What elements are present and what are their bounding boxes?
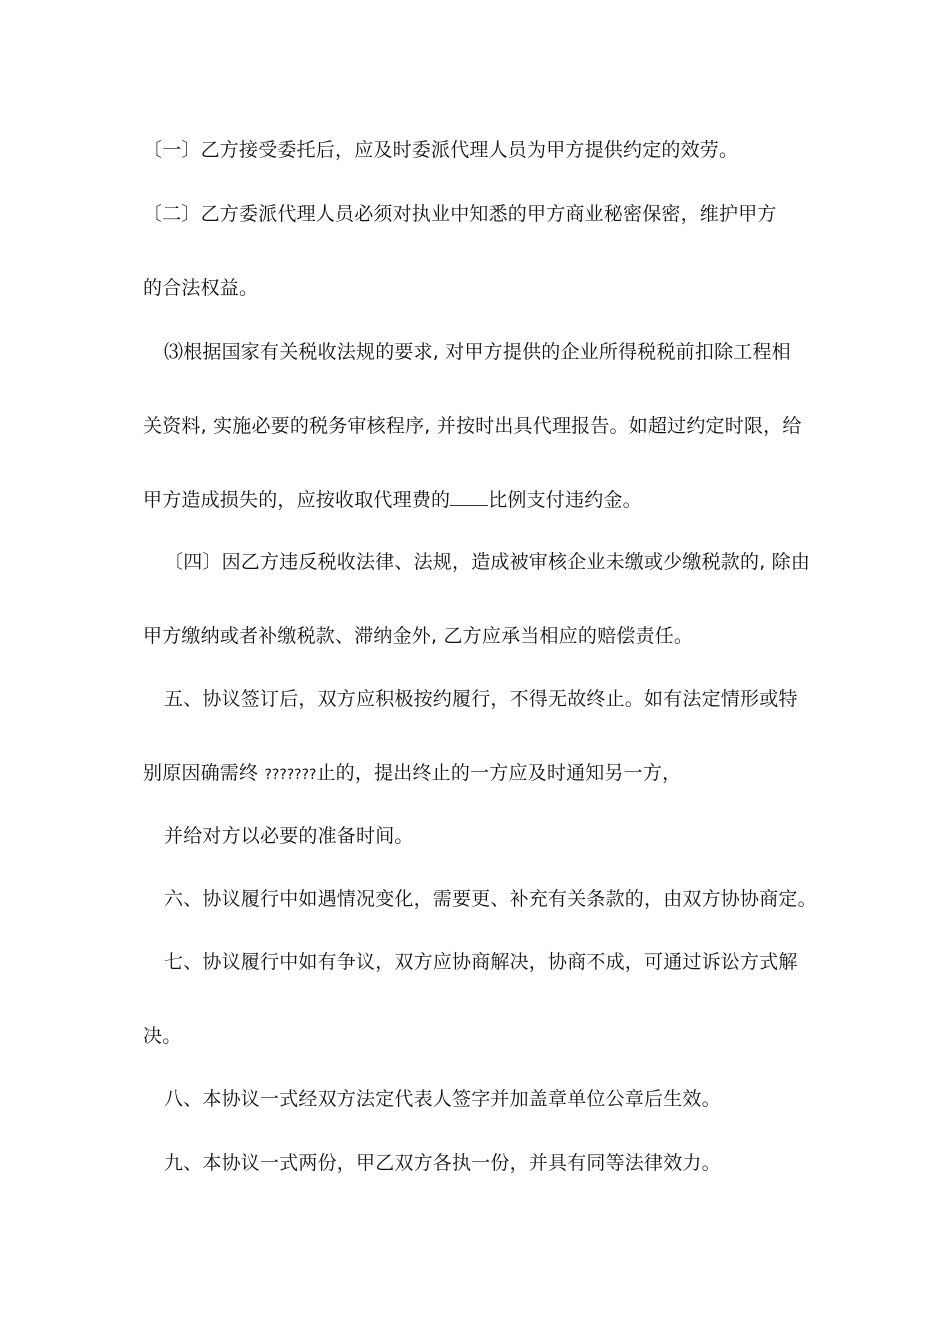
clause-3-text-a: 甲方造成损失的，应按收取代理费的	[143, 489, 451, 511]
clause-5-line-2	[143, 761, 681, 787]
clause-8: 八、本协议一式经双方法定代表人签字并加盖章单位公章后生效。	[164, 1088, 721, 1110]
clause-5-line-3: 并给对方以必要的准备时间。	[164, 825, 414, 847]
clause-5-text-b: 止的，提出终止的一方应及时通知另一方，	[316, 762, 682, 784]
clause-5-line-1: 五、协议签订后，双方应积极按约履行，不得无故终止。如有法定情形或特	[164, 688, 798, 710]
blank-underline	[450, 489, 488, 506]
clause-9: 九、本协议一式两份，甲乙双方各执一份，并具有同等法律效力。	[164, 1152, 721, 1174]
clause-2-line-2: 的合法权益。	[143, 277, 259, 299]
clause-2-line-1: 〔二〕乙方委派代理人员必须对执业中知悉的甲方商业秘密保密，维护甲方	[143, 203, 777, 225]
clause-3-text-b: 比例支付违约金。	[488, 489, 642, 511]
clause-4-line-2: 甲方缴纳或者补缴税款、滞纳金外, 乙方应承当相应的赔偿责任。	[143, 625, 694, 647]
clause-7-line-2: 决。	[143, 1025, 182, 1047]
clause-4-line-1: 〔四〕因乙方违反税收法律、法规，造成被审核企业未缴或少缴税款的, 除由	[164, 551, 811, 573]
clause-3-line-2: 关资料, 实施必要的税务审核程序, 并按时出具代理报告。如超过约定时限，给	[143, 415, 802, 437]
clause-1: 〔一〕乙方接受委托后，应及时委派代理人员为甲方提供约定的效劳。	[143, 139, 739, 161]
garbled-characters: ???????	[264, 767, 317, 783]
clause-5-text-a: 别原因确需终	[143, 762, 259, 784]
clause-3-line-1: ⑶根据国家有关税收法规的要求, 对甲方提供的企业所得税税前扣除工程相	[164, 341, 791, 363]
clause-6: 六、协议履行中如遇情况变化，需要更、补充有关条款的，由双方协协商定。	[164, 888, 817, 910]
clause-7-line-1: 七、协议履行中如有争议，双方应协商解决，协商不成，可通过诉讼方式解	[164, 951, 798, 973]
clause-3-line-3	[143, 488, 642, 512]
